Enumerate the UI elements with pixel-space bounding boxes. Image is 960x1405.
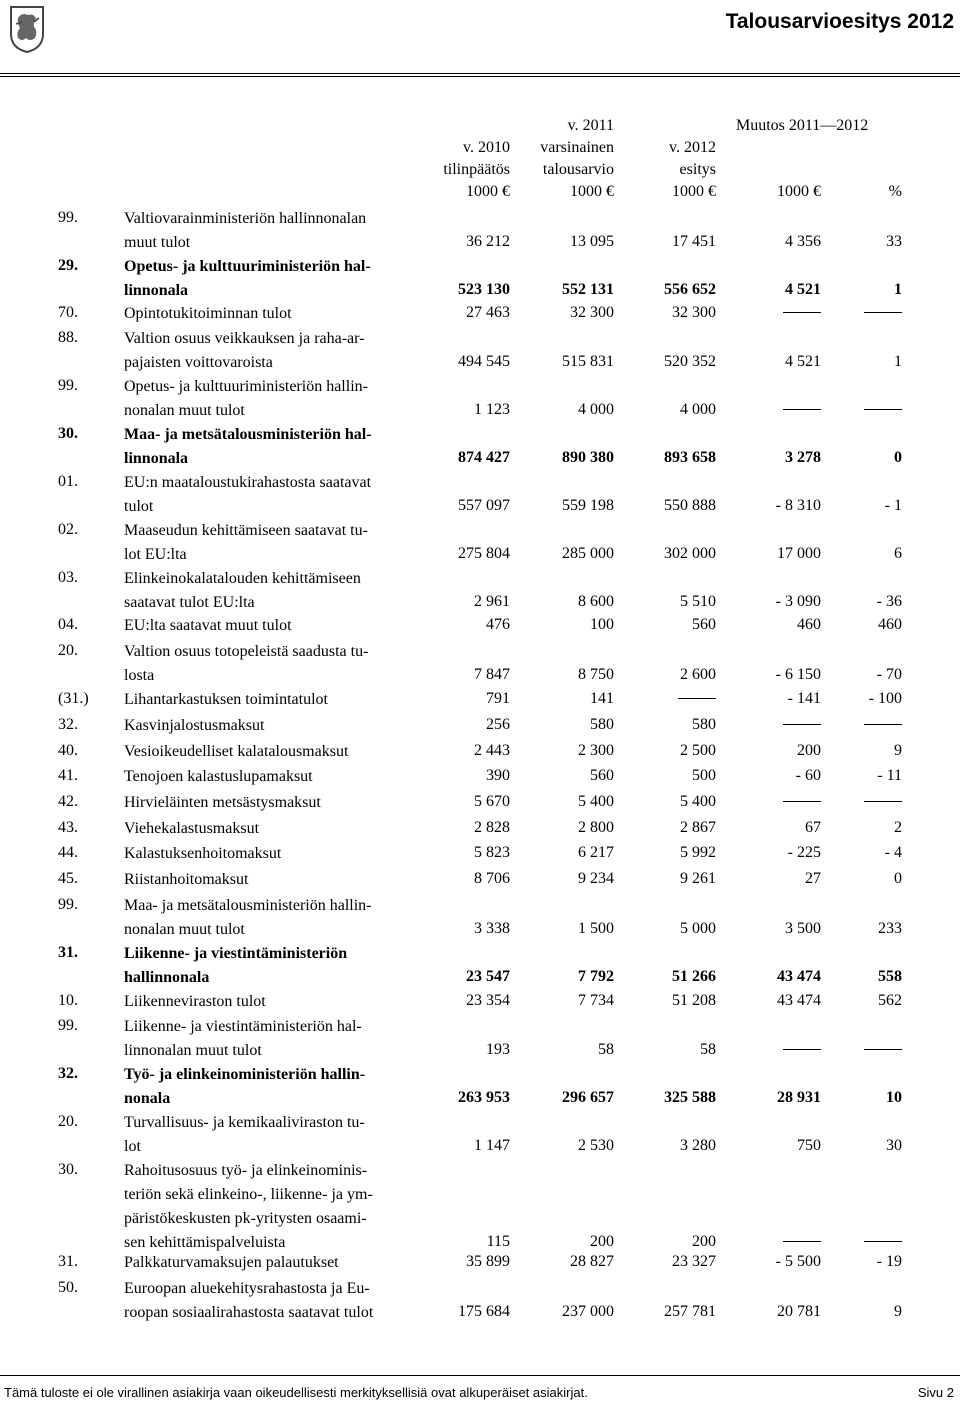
cell-v2010: 35 899 xyxy=(466,1253,510,1270)
cell-v2012: 5 000 xyxy=(680,920,716,937)
row-label-line: Viehekalastusmaksut xyxy=(124,820,260,837)
cell-pct xyxy=(864,399,902,421)
header-rule xyxy=(0,73,960,74)
row-label-line: linnonala xyxy=(124,450,189,467)
cell-v2011: 100 xyxy=(590,616,614,633)
row-code: 42. xyxy=(58,793,78,810)
column-header-line: 1000 € xyxy=(466,183,510,200)
row-label-line: losta xyxy=(124,667,155,684)
cell-change: 460 xyxy=(797,616,821,633)
cell-v2011: 285 000 xyxy=(562,545,614,562)
column-header-percent-unit: % xyxy=(888,183,902,200)
row-code: 20. xyxy=(58,1113,78,1130)
cell-change: 200 xyxy=(797,742,821,759)
cell-v2012: 2 867 xyxy=(680,819,716,836)
dash-mark xyxy=(864,724,902,725)
cell-pct: 2 xyxy=(894,819,902,836)
cell-v2011: 6 217 xyxy=(578,844,614,861)
row-label-line: pajaisten voittovaroista xyxy=(124,354,273,371)
row-code: 40. xyxy=(58,742,78,759)
cell-change: - 225 xyxy=(787,844,821,861)
cell-change: 20 781 xyxy=(777,1303,821,1320)
cell-v2010: 8 706 xyxy=(474,870,510,887)
row-label-line: linnonalan muut tulot xyxy=(124,1042,262,1059)
cell-pct: 1 xyxy=(894,281,902,298)
row-code: 01. xyxy=(58,473,78,490)
cell-pct: - 100 xyxy=(868,690,902,707)
row-code: 10. xyxy=(58,992,78,1009)
cell-v2012: 5 510 xyxy=(680,593,716,610)
row-label xyxy=(124,942,424,990)
row-label-line: Työ- ja elinkeinoministeriön hallin- xyxy=(124,1066,366,1083)
row-code: 04. xyxy=(58,616,78,633)
row-label-line: teriön sekä elinkeino-, liikenne- ja ym- xyxy=(124,1186,373,1203)
cell-v2011: 552 131 xyxy=(562,281,614,298)
column-header-2011 xyxy=(540,115,614,203)
row-label-line: Hirvieläinten metsästysmaksut xyxy=(124,794,321,811)
cell-change: - 8 310 xyxy=(775,497,821,514)
row-label xyxy=(124,817,424,841)
cell-v2011: 2 530 xyxy=(578,1137,614,1154)
row-code: 99. xyxy=(58,896,78,913)
row-label xyxy=(124,791,424,815)
cell-v2011: 890 380 xyxy=(562,449,614,466)
row-code: 31. xyxy=(58,1253,78,1270)
cell-v2011: 13 095 xyxy=(570,233,614,250)
cell-pct: - 1 xyxy=(884,497,902,514)
cell-v2012: 51 208 xyxy=(672,992,716,1009)
cell-v2012: 2 500 xyxy=(680,742,716,759)
cell-v2011: 8 600 xyxy=(578,593,614,610)
cell-change: 3 278 xyxy=(785,449,821,466)
cell-v2012: 893 658 xyxy=(664,449,716,466)
row-code: 50. xyxy=(58,1279,78,1296)
cell-v2011: 515 831 xyxy=(562,353,614,370)
cell-pct: 10 xyxy=(886,1089,902,1106)
row-label-line: Elinkeinokalatalouden kehittämiseen xyxy=(124,570,361,587)
dash-mark xyxy=(864,312,902,313)
row-label xyxy=(124,1251,424,1275)
row-code: 70. xyxy=(58,304,78,321)
page-number: Sivu 2 xyxy=(917,1385,954,1400)
row-label-line: Valtion osuus veikkauksen ja raha-ar- xyxy=(124,330,365,347)
row-label-line: Euroopan aluekehitysrahastosta ja Eu- xyxy=(124,1280,370,1297)
cell-v2010: 7 847 xyxy=(474,666,510,683)
row-label-line: Lihantarkastuksen toimintatulot xyxy=(124,691,328,708)
row-label-line: muut tulot xyxy=(124,234,191,251)
cell-v2010: 494 545 xyxy=(458,353,510,370)
column-header-line: tilinpäätös xyxy=(443,161,510,178)
cell-v2011: 7 792 xyxy=(578,968,614,985)
row-label-line: Kalastuksenhoitomaksut xyxy=(124,845,282,862)
row-label-line: Riistanhoitomaksut xyxy=(124,871,249,888)
row-code: (31.) xyxy=(58,690,89,707)
row-code: 02. xyxy=(58,521,78,538)
row-label xyxy=(124,1277,424,1325)
row-label-line: Opetus- ja kulttuuriministeriön hal- xyxy=(124,258,371,275)
row-label-line: lot EU:lta xyxy=(124,546,187,563)
cell-change: 3 500 xyxy=(785,920,821,937)
cell-pct: - 19 xyxy=(876,1253,902,1270)
row-code: 88. xyxy=(58,329,78,346)
cell-v2010: 193 xyxy=(486,1041,510,1058)
cell-v2010: 2 961 xyxy=(474,593,510,610)
cell-v2010: 23 354 xyxy=(466,992,510,1009)
cell-change xyxy=(783,791,821,813)
cell-v2010: 175 684 xyxy=(458,1303,510,1320)
row-label xyxy=(124,375,424,423)
cell-v2010: 1 147 xyxy=(474,1137,510,1154)
row-label-line: roopan sosiaalirahastosta saatavat tulot xyxy=(124,1304,374,1321)
cell-v2010: 115 xyxy=(486,1233,510,1250)
cell-v2012: 2 600 xyxy=(680,666,716,683)
cell-change: 4 521 xyxy=(785,281,821,298)
row-label xyxy=(124,688,424,712)
cell-pct: - 11 xyxy=(877,767,902,784)
row-label-line: Turvallisuus- ja kemikaaliviraston tu- xyxy=(124,1114,365,1131)
cell-change: 67 xyxy=(805,819,821,836)
cell-change xyxy=(783,399,821,421)
cell-change: 4 356 xyxy=(785,233,821,250)
row-label xyxy=(124,302,424,326)
cell-v2012: 17 451 xyxy=(672,233,716,250)
cell-pct: 9 xyxy=(894,1303,902,1320)
cell-change xyxy=(783,1231,821,1253)
row-code: 99. xyxy=(58,1017,78,1034)
cell-v2011: 9 234 xyxy=(578,870,614,887)
cell-pct: 1 xyxy=(894,353,902,370)
cell-v2010: 27 463 xyxy=(466,304,510,321)
row-label-line: Maa- ja metsätalousministeriön hal- xyxy=(124,426,372,443)
dash-mark xyxy=(864,409,902,410)
cell-v2010: 2 443 xyxy=(474,742,510,759)
cell-v2012: 560 xyxy=(692,616,716,633)
row-label-line: Liikenne- ja viestintäministeriön xyxy=(124,945,348,962)
dash-mark xyxy=(783,409,821,410)
cell-v2011: 560 xyxy=(590,767,614,784)
cell-v2010: 1 123 xyxy=(474,401,510,418)
cell-pct: 233 xyxy=(878,920,902,937)
row-label-line: linnonala xyxy=(124,282,189,299)
cell-v2011: 28 827 xyxy=(570,1253,614,1270)
cell-change: - 141 xyxy=(787,690,821,707)
row-label xyxy=(124,255,424,303)
finnish-lion-coat-of-arms-icon xyxy=(8,4,46,54)
cell-v2012: 32 300 xyxy=(672,304,716,321)
cell-pct xyxy=(864,714,902,736)
footer-rule xyxy=(0,1375,960,1376)
cell-v2012: 520 352 xyxy=(664,353,716,370)
cell-v2012: 325 588 xyxy=(664,1089,716,1106)
column-header-line: varsinainen xyxy=(540,139,614,156)
cell-v2012: 200 xyxy=(692,1233,716,1250)
dash-mark xyxy=(678,698,716,699)
row-label-line: Liikenne- ja viestintäministeriön hal- xyxy=(124,1018,362,1035)
dash-mark xyxy=(864,1049,902,1050)
cell-v2010: 5 823 xyxy=(474,844,510,861)
cell-v2012: 580 xyxy=(692,716,716,733)
cell-v2010: 5 670 xyxy=(474,793,510,810)
cell-v2012: 23 327 xyxy=(672,1253,716,1270)
row-label xyxy=(124,894,424,942)
column-header-line: esitys xyxy=(679,161,716,178)
row-label-line: Opintotukitoiminnan tulot xyxy=(124,305,292,322)
row-label-line: Maaseudun kehittämiseen saatavat tu- xyxy=(124,522,368,539)
cell-v2012: 550 888 xyxy=(664,497,716,514)
cell-v2010: 2 828 xyxy=(474,819,510,836)
row-code: 03. xyxy=(58,569,78,586)
cell-change: 4 521 xyxy=(785,353,821,370)
cell-v2012: 9 261 xyxy=(680,870,716,887)
row-code: 31. xyxy=(58,944,78,961)
row-label-line: nonalan muut tulot xyxy=(124,402,245,419)
row-label-line: nonala xyxy=(124,1090,171,1107)
dash-mark xyxy=(783,801,821,802)
cell-pct: 9 xyxy=(894,742,902,759)
row-label-line: Liikenneviraston tulot xyxy=(124,993,266,1010)
row-code: 43. xyxy=(58,819,78,836)
cell-v2011: 237 000 xyxy=(562,1303,614,1320)
row-code: 45. xyxy=(58,870,78,887)
cell-v2012: 3 280 xyxy=(680,1137,716,1154)
cell-v2011: 7 734 xyxy=(578,992,614,1009)
cell-change: 27 xyxy=(805,870,821,887)
column-header-line: talousarvio xyxy=(542,161,614,178)
cell-change xyxy=(783,714,821,736)
row-label xyxy=(124,327,424,375)
column-header-2010 xyxy=(443,137,510,203)
cell-v2011: 2 300 xyxy=(578,742,614,759)
cell-change: 28 931 xyxy=(777,1089,821,1106)
cell-v2011: 296 657 xyxy=(562,1089,614,1106)
cell-v2011: 8 750 xyxy=(578,666,614,683)
cell-pct xyxy=(864,302,902,324)
column-header-muutos: Muutos 2011—2012 xyxy=(736,117,869,134)
cell-pct: 558 xyxy=(878,968,902,985)
row-label-line: nonalan muut tulot xyxy=(124,921,245,938)
dash-mark xyxy=(783,724,821,725)
row-code: 99. xyxy=(58,377,78,394)
row-label xyxy=(124,1063,424,1111)
row-label xyxy=(124,1111,424,1159)
cell-change: 43 474 xyxy=(777,992,821,1009)
cell-v2012: 51 266 xyxy=(672,968,716,985)
row-label-line: Vesioikeudelliset kalatalousmaksut xyxy=(124,743,349,760)
row-label xyxy=(124,1015,424,1063)
cell-pct: 0 xyxy=(894,449,902,466)
cell-v2011: 200 xyxy=(590,1233,614,1250)
row-label xyxy=(124,640,424,688)
cell-pct xyxy=(864,1231,902,1253)
row-label xyxy=(124,423,424,471)
row-label xyxy=(124,868,424,892)
cell-pct: 562 xyxy=(878,992,902,1009)
row-code: 30. xyxy=(58,425,78,442)
row-code: 41. xyxy=(58,767,78,784)
row-label xyxy=(124,842,424,866)
row-label-line: Kasvinjalostusmaksut xyxy=(124,717,265,734)
row-label-line: tulot xyxy=(124,498,154,515)
cell-pct xyxy=(864,791,902,813)
row-code: 44. xyxy=(58,844,78,861)
cell-v2010: 275 804 xyxy=(458,545,510,562)
row-label-line: Maa- ja metsätalousministeriön hallin- xyxy=(124,897,372,914)
cell-pct: 460 xyxy=(878,616,902,633)
cell-v2010: 791 xyxy=(486,690,510,707)
cell-v2012: 302 000 xyxy=(664,545,716,562)
cell-pct: 30 xyxy=(886,1137,902,1154)
row-label xyxy=(124,567,424,615)
row-label xyxy=(124,207,424,255)
cell-v2011: 2 800 xyxy=(578,819,614,836)
header-rule-second xyxy=(0,76,960,77)
cell-v2010: 476 xyxy=(486,616,510,633)
cell-change xyxy=(783,302,821,324)
row-label xyxy=(124,1159,424,1255)
row-label xyxy=(124,471,424,519)
cell-v2010: 256 xyxy=(486,716,510,733)
row-label-line: päristökeskusten pk-yritysten osaami- xyxy=(124,1210,367,1227)
row-label-line: lot xyxy=(124,1138,141,1155)
row-label xyxy=(124,714,424,738)
row-code: 99. xyxy=(58,209,78,226)
row-label xyxy=(124,614,424,638)
row-label-line: hallinnonala xyxy=(124,969,210,986)
cell-v2012: 5 992 xyxy=(680,844,716,861)
cell-change: - 5 500 xyxy=(775,1253,821,1270)
row-label-line: Valtion osuus totopeleistä saadusta tu- xyxy=(124,643,369,660)
cell-change: - 60 xyxy=(795,767,821,784)
cell-v2010: 23 547 xyxy=(466,968,510,985)
cell-v2011: 559 198 xyxy=(562,497,614,514)
row-code: 32. xyxy=(58,716,78,733)
dash-mark xyxy=(783,312,821,313)
column-header-change-unit: 1000 € xyxy=(777,183,821,200)
cell-v2010: 874 427 xyxy=(458,449,510,466)
row-label-line: saatavat tulot EU:lta xyxy=(124,594,255,611)
cell-v2011: 58 xyxy=(598,1041,614,1058)
column-header-line: v. 2012 xyxy=(669,139,716,156)
dash-mark xyxy=(783,1241,821,1242)
row-label-line: Rahoitusosuus työ- ja elinkeinominis- xyxy=(124,1162,368,1179)
cell-pct: 6 xyxy=(894,545,902,562)
cell-v2010: 523 130 xyxy=(458,281,510,298)
cell-v2010: 390 xyxy=(486,767,510,784)
cell-v2012: 4 000 xyxy=(680,401,716,418)
cell-v2012 xyxy=(678,688,716,710)
cell-v2011: 32 300 xyxy=(570,304,614,321)
row-label-line: Tenojoen kalastuslupamaksut xyxy=(124,768,313,785)
row-code: 32. xyxy=(58,1065,78,1082)
row-label xyxy=(124,519,424,567)
footer-disclaimer: Tämä tuloste ei ole virallinen asiakirja vaan oikeudellisesti merkityksellisiä ovat alkuperäiset asiakirjat. xyxy=(4,1385,588,1400)
cell-v2012: 556 652 xyxy=(664,281,716,298)
cell-v2012: 58 xyxy=(700,1041,716,1058)
column-header-2012 xyxy=(669,137,716,203)
cell-pct: 0 xyxy=(894,870,902,887)
dash-mark xyxy=(864,801,902,802)
cell-pct xyxy=(864,1039,902,1061)
row-label-line: EU:lta saatavat muut tulot xyxy=(124,617,292,634)
cell-pct: - 70 xyxy=(876,666,902,683)
cell-change xyxy=(783,1039,821,1061)
cell-v2012: 5 400 xyxy=(680,793,716,810)
cell-change: - 6 150 xyxy=(775,666,821,683)
row-label-line: Palkkaturvamaksujen palautukset xyxy=(124,1254,339,1271)
row-label-line: Valtiovarainministeriön hallinnonalan xyxy=(124,210,367,227)
column-header-line: v. 2011 xyxy=(567,117,614,134)
cell-v2011: 5 400 xyxy=(578,793,614,810)
cell-v2010: 3 338 xyxy=(474,920,510,937)
row-label xyxy=(124,990,424,1014)
dash-mark xyxy=(864,1241,902,1242)
cell-v2011: 580 xyxy=(590,716,614,733)
cell-pct: 33 xyxy=(886,233,902,250)
row-label xyxy=(124,740,424,764)
cell-v2011: 141 xyxy=(590,690,614,707)
row-label xyxy=(124,765,424,789)
cell-change: 43 474 xyxy=(777,968,821,985)
column-header-line: v. 2010 xyxy=(463,139,510,156)
row-code: 20. xyxy=(58,642,78,659)
row-label-line: EU:n maataloustukirahastosta saatavat xyxy=(124,474,372,491)
cell-v2012: 500 xyxy=(692,767,716,784)
column-header-line: 1000 € xyxy=(570,183,614,200)
cell-change: 750 xyxy=(797,1137,821,1154)
dash-mark xyxy=(783,1049,821,1050)
cell-change: 17 000 xyxy=(777,545,821,562)
cell-v2012: 257 781 xyxy=(664,1303,716,1320)
row-label-line: sen kehittämispalveluista xyxy=(124,1234,286,1251)
cell-v2011: 1 500 xyxy=(578,920,614,937)
cell-pct: - 36 xyxy=(876,593,902,610)
row-code: 30. xyxy=(58,1161,78,1178)
cell-v2010: 557 097 xyxy=(458,497,510,514)
cell-v2010: 36 212 xyxy=(466,233,510,250)
column-header-line: 1000 € xyxy=(672,183,716,200)
cell-change: - 3 090 xyxy=(775,593,821,610)
row-code: 29. xyxy=(58,257,78,274)
cell-pct: - 4 xyxy=(884,844,902,861)
row-label-line: Opetus- ja kulttuuriministeriön hallin- xyxy=(124,378,368,395)
cell-v2011: 4 000 xyxy=(578,401,614,418)
document-title: Talousarvioesitys 2012 xyxy=(725,10,954,33)
cell-v2010: 263 953 xyxy=(458,1089,510,1106)
